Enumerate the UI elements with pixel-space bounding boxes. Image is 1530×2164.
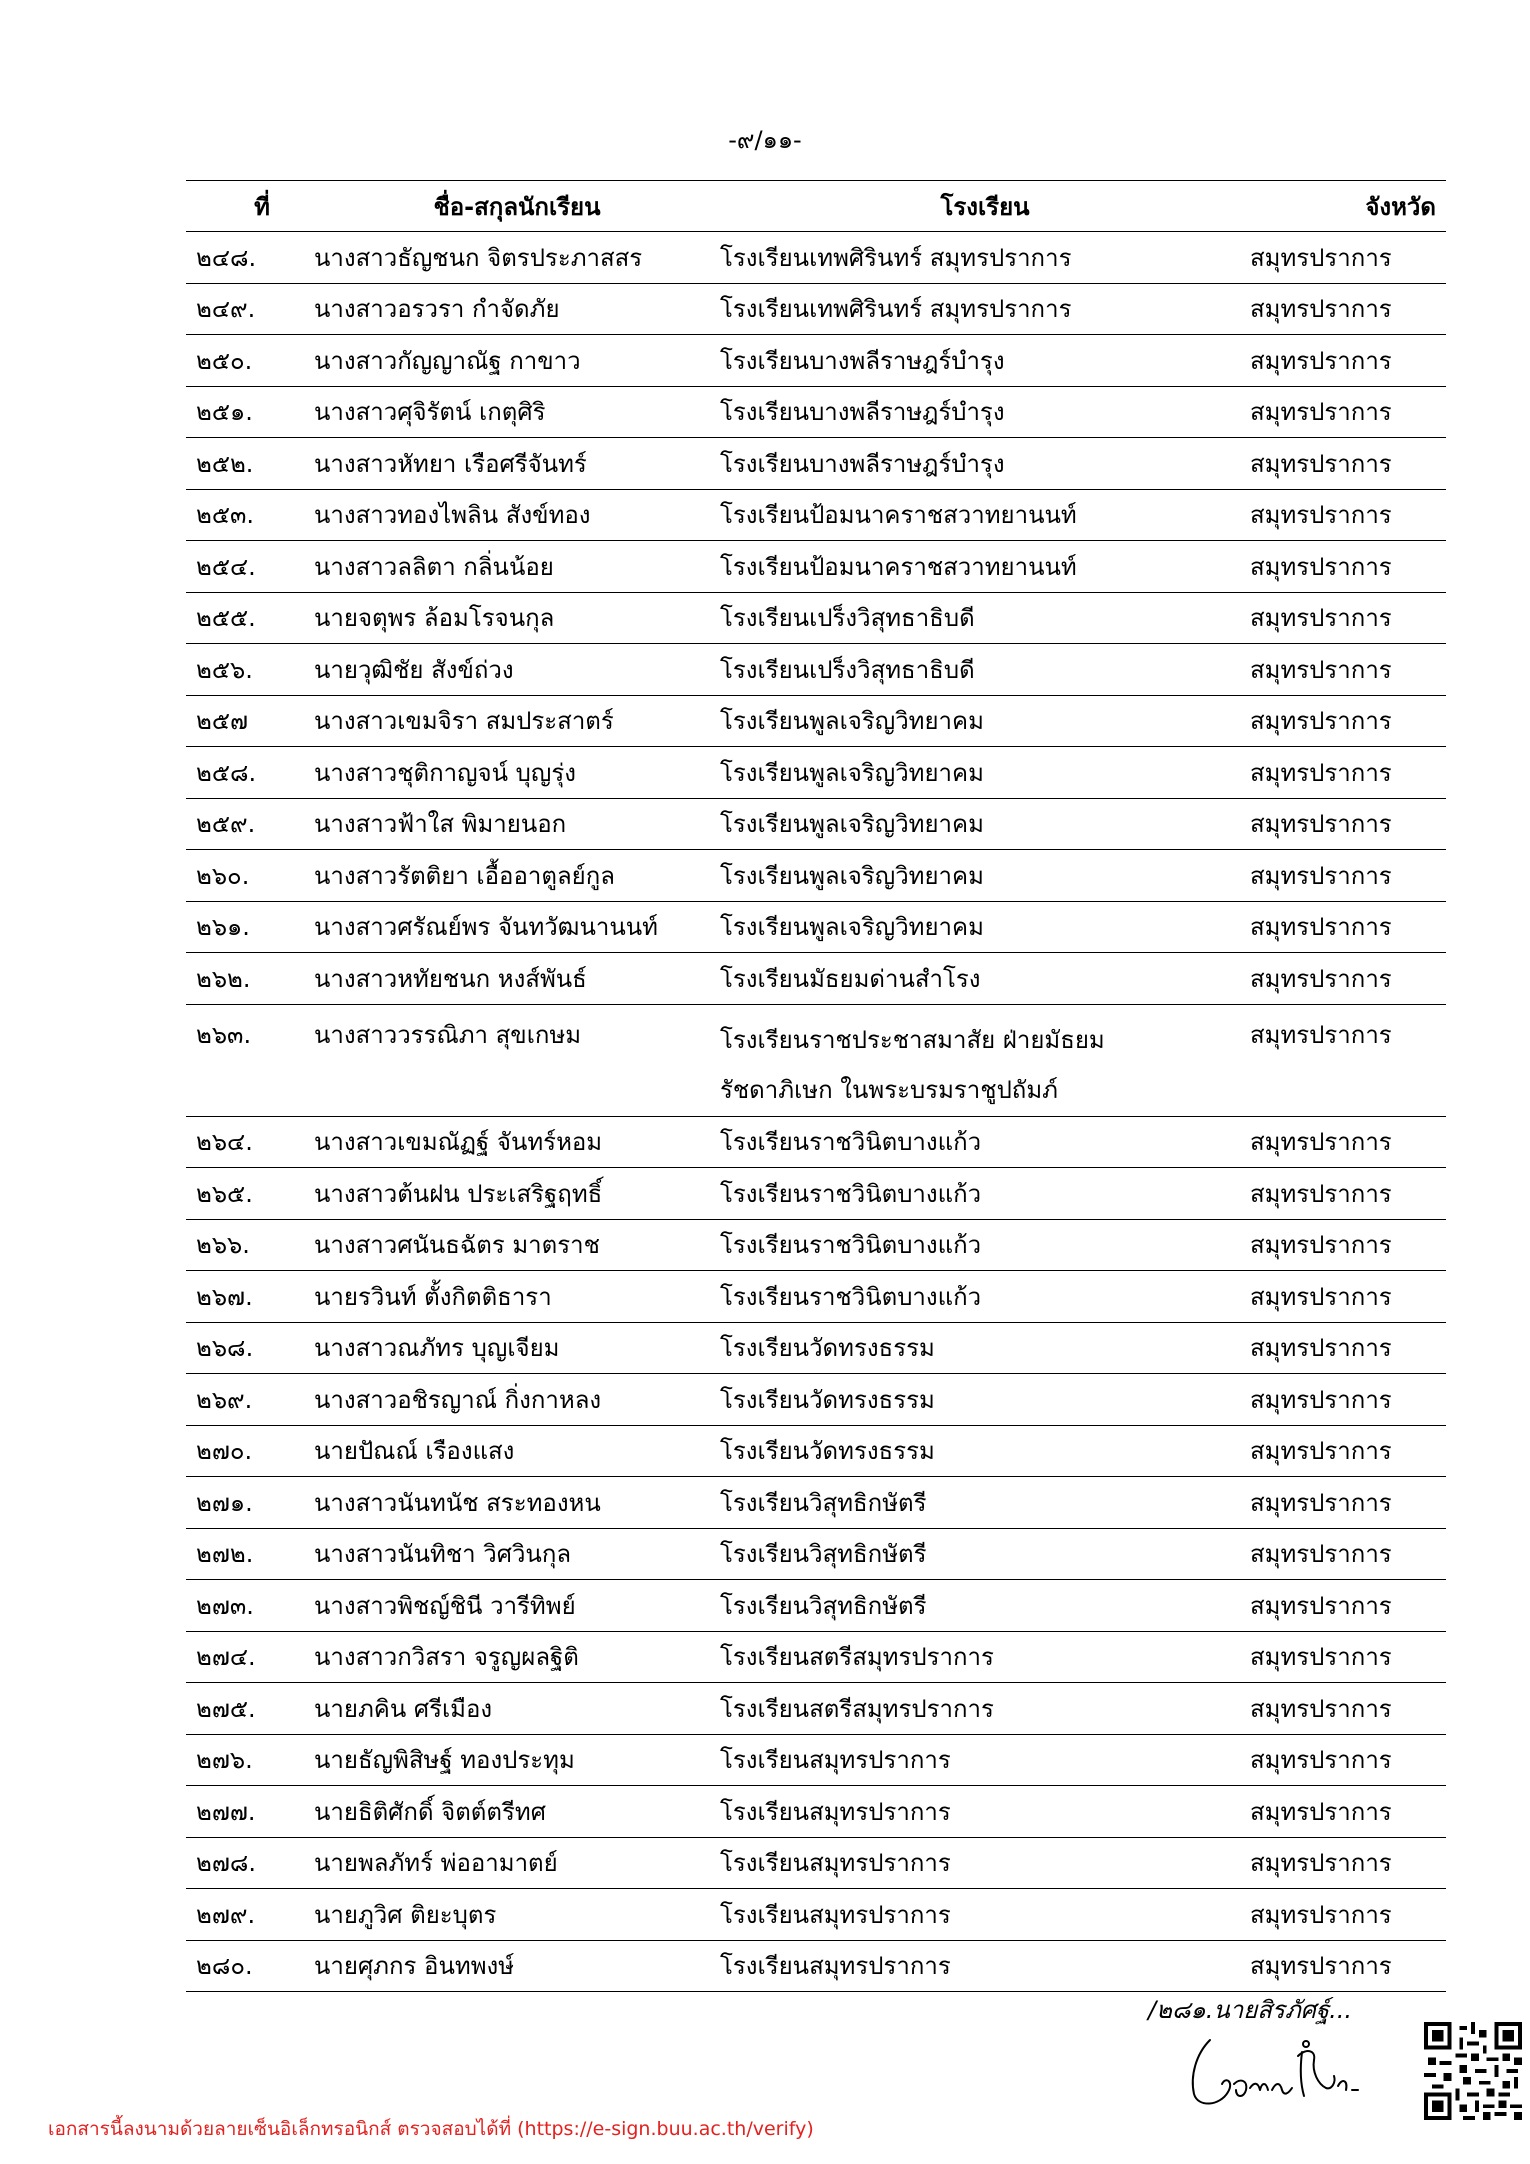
header-no: ที่ bbox=[186, 181, 314, 232]
table-body bbox=[186, 232, 1446, 1992]
province-name: สมุทรปราการ bbox=[1250, 1683, 1446, 1735]
row-number: ๒๕๓. bbox=[186, 489, 314, 541]
province-name: สมุทรปราการ bbox=[1250, 850, 1446, 902]
province-name: สมุทรปราการ bbox=[1250, 798, 1446, 850]
school-name: โรงเรียนเทพศิรินทร์ สมุทรปราการ bbox=[720, 232, 1250, 284]
province-name: สมุทรปราการ bbox=[1250, 335, 1446, 387]
continuation-text: /๒๘๑.นายสิรภัศฐ์... bbox=[1148, 1996, 1352, 2024]
school-name bbox=[720, 1004, 1250, 1116]
student-name: นางสาวนันทนัช สระทองหน bbox=[314, 1477, 720, 1529]
province-name: สมุทรปราการ bbox=[1250, 1837, 1446, 1889]
student-name: นางสาวณภัทร บุญเจียม bbox=[314, 1322, 720, 1374]
header-province: จังหวัด bbox=[1250, 181, 1446, 232]
row-number: ๒๕๑. bbox=[186, 386, 314, 438]
student-name: นางสาวเขมจิรา สมประสาตร์ bbox=[314, 695, 720, 747]
row-number: ๒๕๒. bbox=[186, 438, 314, 490]
province-name: สมุทรปราการ bbox=[1250, 1889, 1446, 1941]
school-name: โรงเรียนบางพลีราษฎร์บำรุง bbox=[720, 335, 1250, 387]
province-name: สมุทรปราการ bbox=[1250, 1631, 1446, 1683]
province-name: สมุทรปราการ bbox=[1250, 901, 1446, 953]
school-name: โรงเรียนพูลเจริญวิทยาคม bbox=[720, 798, 1250, 850]
province-name: สมุทรปราการ bbox=[1250, 489, 1446, 541]
school-name: โรงเรียนวิสุทธิกษัตรี bbox=[720, 1580, 1250, 1632]
student-name: นางสาวหทัยชนก หงส์พันธ์ bbox=[314, 953, 720, 1005]
province-name: สมุทรปราการ bbox=[1250, 283, 1446, 335]
student-name: นางสาววรรณิภา สุขเกษม bbox=[314, 1004, 720, 1116]
table-row bbox=[186, 386, 1446, 438]
student-name: นางสาวรัตติยา เอื้ออาตูลย์กูล bbox=[314, 850, 720, 902]
province-name: สมุทรปราการ bbox=[1250, 1940, 1446, 1992]
school-name: โรงเรียนพูลเจริญวิทยาคม bbox=[720, 901, 1250, 953]
student-name: นางสาวหัทยา เรือศรีจันทร์ bbox=[314, 438, 720, 490]
school-name: โรงเรียนพูลเจริญวิทยาคม bbox=[720, 695, 1250, 747]
province-name: สมุทรปราการ bbox=[1250, 438, 1446, 490]
province-name: สมุทรปราการ bbox=[1250, 695, 1446, 747]
row-number: ๒๖๔. bbox=[186, 1116, 314, 1168]
student-name: นายภูวิศ ติยะบุตร bbox=[314, 1889, 720, 1941]
province-name: สมุทรปราการ bbox=[1250, 1322, 1446, 1374]
student-name: นายพลภัทร์ พ่ออามาตย์ bbox=[314, 1837, 720, 1889]
province-name: สมุทรปราการ bbox=[1250, 1168, 1446, 1220]
student-table bbox=[186, 180, 1446, 1992]
table-row bbox=[186, 1940, 1446, 1992]
header-name: ชื่อ-สกุลนักเรียน bbox=[314, 181, 720, 232]
province-name: สมุทรปราการ bbox=[1250, 232, 1446, 284]
row-number: ๒๗๔. bbox=[186, 1631, 314, 1683]
table-row bbox=[186, 1116, 1446, 1168]
table-row bbox=[186, 1477, 1446, 1529]
student-name: นางสาวทองไพลิน สังข์ทอง bbox=[314, 489, 720, 541]
student-name: นางสาวศรัณย์พร จันทวัฒนานนท์ bbox=[314, 901, 720, 953]
row-number: ๒๗๗. bbox=[186, 1786, 314, 1838]
student-name: นางสาวฟ้าใส พิมายนอก bbox=[314, 798, 720, 850]
student-name: นางสาวกวิสรา จรูญผลฐิติ bbox=[314, 1631, 720, 1683]
student-name: นางสาวลลิตา กลิ่นน้อย bbox=[314, 541, 720, 593]
school-name: โรงเรียนวัดทรงธรรม bbox=[720, 1374, 1250, 1426]
table-row bbox=[186, 1004, 1446, 1116]
province-name: สมุทรปราการ bbox=[1250, 1271, 1446, 1323]
province-name: สมุทรปราการ bbox=[1250, 953, 1446, 1005]
table-row bbox=[186, 1683, 1446, 1735]
school-name: โรงเรียนป้อมนาคราชสวาทยานนท์ bbox=[720, 541, 1250, 593]
table-row bbox=[186, 953, 1446, 1005]
province-name: สมุทรปราการ bbox=[1250, 592, 1446, 644]
province-name: สมุทรปราการ bbox=[1250, 1786, 1446, 1838]
row-number: ๒๕๐. bbox=[186, 335, 314, 387]
school-name: โรงเรียนเปร็งวิสุทธาธิบดี bbox=[720, 592, 1250, 644]
row-number: ๒๕๗ bbox=[186, 695, 314, 747]
school-name: โรงเรียนเปร็งวิสุทธาธิบดี bbox=[720, 644, 1250, 696]
student-name: นายรวินท์ ตั้งกิตติธารา bbox=[314, 1271, 720, 1323]
row-number: ๒๖๖. bbox=[186, 1219, 314, 1271]
table-row bbox=[186, 1374, 1446, 1426]
row-number: ๒๗๕. bbox=[186, 1683, 314, 1735]
table-header-row bbox=[186, 181, 1446, 232]
table-row bbox=[186, 1837, 1446, 1889]
row-number: ๒๖๗. bbox=[186, 1271, 314, 1323]
province-name: สมุทรปราการ bbox=[1250, 747, 1446, 799]
row-number: ๒๕๕. bbox=[186, 592, 314, 644]
student-name: นางสาวธัญชนก จิตรประภาสสร bbox=[314, 232, 720, 284]
student-name: นางสาวศนันธฉัตร มาตราช bbox=[314, 1219, 720, 1271]
row-number: ๒๔๙. bbox=[186, 283, 314, 335]
province-name: สมุทรปราการ bbox=[1250, 1374, 1446, 1426]
province-name: สมุทรปราการ bbox=[1250, 386, 1446, 438]
row-number: ๒๖๐. bbox=[186, 850, 314, 902]
table-row bbox=[186, 283, 1446, 335]
province-name: สมุทรปราการ bbox=[1250, 1528, 1446, 1580]
table-row bbox=[186, 592, 1446, 644]
school-name: โรงเรียนราชวินิตบางแก้ว bbox=[720, 1219, 1250, 1271]
school-name-line-1: โรงเรียนราชประชาสมาสัย ฝ่ายมัธยม bbox=[720, 1025, 1105, 1054]
province-name: สมุทรปราการ bbox=[1250, 541, 1446, 593]
row-number: ๒๖๘. bbox=[186, 1322, 314, 1374]
table-row bbox=[186, 232, 1446, 284]
table-row bbox=[186, 695, 1446, 747]
e-signature-notice: เอกสารนี้ลงนามด้วยลายเซ็นอิเล็กทรอนิกส์ ตรวจสอบได้ที่ (https://e-sign.buu.ac.th/verify) bbox=[48, 2118, 814, 2140]
student-name: นางสาวกัญญาณัฐ กาขาว bbox=[314, 335, 720, 387]
school-name: โรงเรียนสตรีสมุทรปราการ bbox=[720, 1631, 1250, 1683]
student-name: นายภคิน ศรีเมือง bbox=[314, 1683, 720, 1735]
row-number: ๒๖๓. bbox=[186, 1004, 314, 1116]
row-number: ๒๕๙. bbox=[186, 798, 314, 850]
school-name: โรงเรียนพูลเจริญวิทยาคม bbox=[720, 850, 1250, 902]
table-row bbox=[186, 850, 1446, 902]
student-name: นางสาวชุติกาญจน์ บุญรุ่ง bbox=[314, 747, 720, 799]
school-name: โรงเรียนสตรีสมุทรปราการ bbox=[720, 1683, 1250, 1735]
row-number: ๒๖๙. bbox=[186, 1374, 314, 1426]
header-school: โรงเรียน bbox=[720, 181, 1250, 232]
province-name: สมุทรปราการ bbox=[1250, 1219, 1446, 1271]
province-name: สมุทรปราการ bbox=[1250, 644, 1446, 696]
school-name: โรงเรียนสมุทรปราการ bbox=[720, 1889, 1250, 1941]
student-name: นางสาวอรวรา กำจัดภัย bbox=[314, 283, 720, 335]
row-number: ๒๖๑. bbox=[186, 901, 314, 953]
student-name: นายศุภกร อินทพงษ์ bbox=[314, 1940, 720, 1992]
student-name: นางสาวต้นฝน ประเสริฐฤทธิ์ bbox=[314, 1168, 720, 1220]
row-number: ๒๗๐. bbox=[186, 1425, 314, 1477]
row-number: ๒๕๖. bbox=[186, 644, 314, 696]
school-name: โรงเรียนป้อมนาคราชสวาทยานนท์ bbox=[720, 489, 1250, 541]
school-name: โรงเรียนราชวินิตบางแก้ว bbox=[720, 1116, 1250, 1168]
page-number: -๙/๑๑- bbox=[728, 126, 802, 154]
row-number: ๒๗๙. bbox=[186, 1889, 314, 1941]
school-name: โรงเรียนวัดทรงธรรม bbox=[720, 1425, 1250, 1477]
school-name: โรงเรียนราชวินิตบางแก้ว bbox=[720, 1168, 1250, 1220]
province-name: สมุทรปราการ bbox=[1250, 1477, 1446, 1529]
table-row bbox=[186, 747, 1446, 799]
table-row bbox=[186, 489, 1446, 541]
table-row bbox=[186, 1734, 1446, 1786]
student-name: นางสาวพิชญ์ชินี วารีทิพย์ bbox=[314, 1580, 720, 1632]
row-number: ๒๗๑. bbox=[186, 1477, 314, 1529]
signature-image bbox=[1176, 2032, 1390, 2112]
student-name: นางสาวนันทิชา วิศวินกุล bbox=[314, 1528, 720, 1580]
student-name: นายวุฒิชัย สังข์ถ่วง bbox=[314, 644, 720, 696]
table-row bbox=[186, 335, 1446, 387]
table-row bbox=[186, 1528, 1446, 1580]
table-row bbox=[186, 1168, 1446, 1220]
student-name: นางสาวอชิรญาณ์ กิ่งกาหลง bbox=[314, 1374, 720, 1426]
school-name: โรงเรียนมัธยมด่านสำโรง bbox=[720, 953, 1250, 1005]
table-row bbox=[186, 1786, 1446, 1838]
row-number: ๒๖๒. bbox=[186, 953, 314, 1005]
qr-code-icon[interactable] bbox=[1424, 2022, 1522, 2120]
row-number: ๒๗๘. bbox=[186, 1837, 314, 1889]
table-row bbox=[186, 438, 1446, 490]
table-row bbox=[186, 1580, 1446, 1632]
row-number: ๒๕๔. bbox=[186, 541, 314, 593]
school-name: โรงเรียนสมุทรปราการ bbox=[720, 1940, 1250, 1992]
student-name: นายธิติศักดิ์ จิตต์ตรีทศ bbox=[314, 1786, 720, 1838]
table-row bbox=[186, 541, 1446, 593]
student-name: นางสาวศุจิรัตน์ เกตุศิริ bbox=[314, 386, 720, 438]
school-name: โรงเรียนวิสุทธิกษัตรี bbox=[720, 1477, 1250, 1529]
student-name: นางสาวเขมณัฏฐ์ จันทร์หอม bbox=[314, 1116, 720, 1168]
student-name: นายธัญพิสิษฐ์ ทองประทุม bbox=[314, 1734, 720, 1786]
school-name-line-2: รัชดาภิเษก ในพระบรมราชูปถัมภ์ bbox=[720, 1075, 1058, 1104]
table-row bbox=[186, 1322, 1446, 1374]
province-name: สมุทรปราการ bbox=[1250, 1734, 1446, 1786]
table-row bbox=[186, 1219, 1446, 1271]
table-row bbox=[186, 1271, 1446, 1323]
school-name: โรงเรียนวัดทรงธรรม bbox=[720, 1322, 1250, 1374]
table-row bbox=[186, 1631, 1446, 1683]
student-name: นายปัณณ์ เรืองแสง bbox=[314, 1425, 720, 1477]
province-name: สมุทรปราการ bbox=[1250, 1116, 1446, 1168]
province-name: สมุทรปราการ bbox=[1250, 1580, 1446, 1632]
student-name: นายจตุพร ล้อมโรจนกุล bbox=[314, 592, 720, 644]
school-name: โรงเรียนสมุทรปราการ bbox=[720, 1837, 1250, 1889]
school-name: โรงเรียนเทพศิรินทร์ สมุทรปราการ bbox=[720, 283, 1250, 335]
school-name: โรงเรียนบางพลีราษฎร์บำรุง bbox=[720, 386, 1250, 438]
school-name: โรงเรียนบางพลีราษฎร์บำรุง bbox=[720, 438, 1250, 490]
row-number: ๒๕๘. bbox=[186, 747, 314, 799]
row-number: ๒๗๒. bbox=[186, 1528, 314, 1580]
row-number: ๒๘๐. bbox=[186, 1940, 314, 1992]
table-row bbox=[186, 798, 1446, 850]
province-name: สมุทรปราการ bbox=[1250, 1425, 1446, 1477]
table-row bbox=[186, 901, 1446, 953]
school-name: โรงเรียนสมุทรปราการ bbox=[720, 1786, 1250, 1838]
table-row bbox=[186, 644, 1446, 696]
row-number: ๒๗๖. bbox=[186, 1734, 314, 1786]
row-number: ๒๗๓. bbox=[186, 1580, 314, 1632]
row-number: ๒๔๘. bbox=[186, 232, 314, 284]
school-name: โรงเรียนพูลเจริญวิทยาคม bbox=[720, 747, 1250, 799]
school-name: โรงเรียนราชวินิตบางแก้ว bbox=[720, 1271, 1250, 1323]
row-number: ๒๖๕. bbox=[186, 1168, 314, 1220]
table-row bbox=[186, 1425, 1446, 1477]
school-name: โรงเรียนสมุทรปราการ bbox=[720, 1734, 1250, 1786]
province-name: สมุทรปราการ bbox=[1250, 1004, 1446, 1116]
school-name: โรงเรียนวิสุทธิกษัตรี bbox=[720, 1528, 1250, 1580]
table-row bbox=[186, 1889, 1446, 1941]
